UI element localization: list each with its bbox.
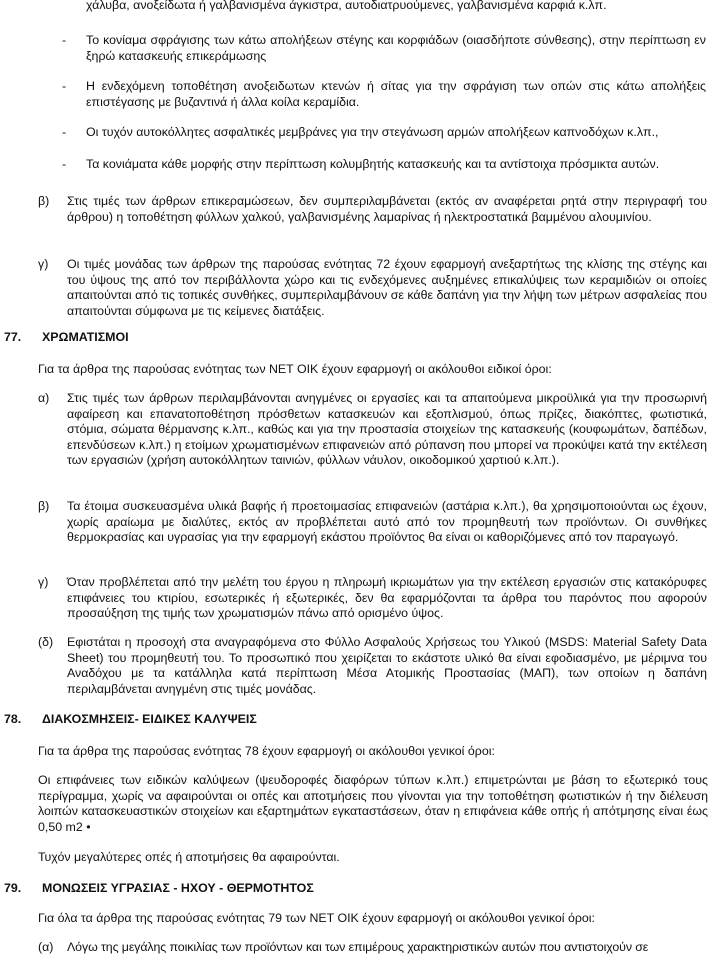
section-intro: Για τα άρθρα της παρούσας ενότητας των ΝΕΤ ΟΙΚ έχουν εφαρμογή οι ακόλουθοι ειδικοί όροι: (38, 362, 552, 376)
section-title: ΧΡΩΜΑΤΙΣΜΟΙ (42, 330, 129, 344)
list-item: Στις τιμές των άρθρων επικεραμώσεων, δεν συμπεριλαμβάνεται (εκτός αν αναφέρεται ρητά στην περιγραφή του άρθρου) η τοποθέτηση φύλλων χαλκού, γαλβανισμένης λαμαρίνας ή ηλεκτροστατικά βαμμένου αλουμινίου. (67, 194, 707, 224)
list-item: Στις τιμές των άρθρων περιλαμβάνονται ανηγμένες οι εργασίες και τα απαιτούμενα μικροϋλικά για την προσωρινή αφαίρεση και επανατοποθέτηση πρόσθετων κατασκευών και εξοπλισμού, όπως πρίζες, διακόπτες, φωτιστικά, στόμια, σώματα θέρμανσης κ.λπ., καθώς και για την προστασία στοιχείων της κατασκευής (κουφωμάτων, δαπέδων, επενδύσεων κ.λπ.) η ετοίμων χρωματισμένων επιφανειών από ρύπανση που μπορεί να προκύψει κατά την εκτέλεση των εργασιών (χρήση αυτοκόλλητων ταινιών, φύλλων νάυλον, οικοδομικού χαρτιού κ.λπ.). (67, 391, 707, 468)
list-item: Τα κονιάματα κάθε μορφής στην περίπτωση κολυμβητής κατασκευής και τα αντίστοιχα πρόσμικτα αυτών. (86, 157, 660, 171)
list-dash: - (62, 157, 67, 171)
section-number: 78. (4, 712, 22, 726)
continuation-text: χάλυβα, ανοξείδωτα ή γαλβανισμένα άγκιστρα, αυτοδιατρυούμενες, γαλβανισμένα καρφιά κ.λπ. (86, 0, 607, 12)
section-number: 79. (4, 881, 22, 895)
item-label: β) (38, 194, 50, 208)
paragraph: Οι επιφάνειες των ειδικών καλύψεων (ψευδοροφές διαφόρων τύπων κ.λπ.) επιμετρώνται με βάση το εξωτερικό τους περίγραμμα, χωρίς να αφαιρούνται οι οπές και αποτμήσεις που γίνονται για την τοποθέτηση φωτιστικών ή την διέλευση λοιπών κατασκευαστικών στοιχείων και εξαρτημάτων εγκαταστάσεων, όταν η επιφάνεια κάθε οπής ή απότμησης είναι έως 0,50 m2 • (38, 773, 708, 834)
item-label: (δ) (38, 635, 54, 649)
item-label: β) (38, 499, 50, 513)
section-intro: Για όλα τα άρθρα της παρούσας ενότητας 79 των ΝΕΤ ΟΙΚ έχουν εφαρμογή οι ακόλουθοι γενικοί όροι: (38, 911, 595, 925)
list-item: Η ενδεχόμενη τοποθέτηση ανοξειδωτων κτενών ή σίτας για την σφράγιση των οπών στις κάτω απολήξεις επιστέγασης με βυζαντινά ή άλλα κοίλα κεραμίδια. (86, 79, 706, 109)
item-label: γ) (38, 575, 49, 589)
section-title: ΔΙΑΚΟΣΜΗΣΕΙΣ- ΕΙΔΙΚΕΣ ΚΑΛΥΨΕΙΣ (42, 712, 257, 726)
list-item: Όταν προβλέπεται από την μελέτη του έργου η πληρωμή ικριωμάτων για την εκτέλεση εργασιών στις κατακόρυφες επιφάνειες του κτιρίου, εσωτερικές ή εξωτερικές, δεν θα εφαρμόζονται τα άρθρα του παρόντος που αφορούν προσαύξηση της τιμής των χρωματισμών πάνω από ορισμένο ύψος. (67, 575, 707, 621)
list-dash: - (62, 79, 67, 93)
list-item: Οι τυχόν αυτοκόλλητες ασφαλτικές μεμβράνες για την στεγάνωση αρμών απολήξεων καπνοδόχων κ.λπ., (86, 125, 659, 139)
list-dash: - (62, 33, 67, 47)
list-item: Λόγω της μεγάλης ποικιλίας των προϊόντων και των επιμέρους χαρακτηριστικών αυτών που αντιστοιχούν σε (67, 940, 649, 954)
section-title: ΜΟΝΩΣΕΙΣ ΥΓΡΑΣΙΑΣ - ΗΧΟΥ - ΘΕΡΜΟΤΗΤΟΣ (42, 881, 314, 895)
section-number: 77. (4, 330, 22, 344)
item-label: γ) (38, 257, 49, 271)
list-item: Το κονίαμα σφράγισης των κάτω απολήξεων στέγης και κορφιάδων (οιασδήποτε σύνθεσης), στην περίπτωση εν ξηρώ κατασκευής επικεράμωσης (86, 33, 706, 63)
paragraph: Τυχόν μεγαλύτερες οπές ή αποτμήσεις θα αφαιρούνται. (38, 850, 340, 864)
list-item: Τα έτοιμα συσκευασμένα υλικά βαφής ή προετοιμασίας επιφανειών (αστάρια κ.λπ.), θα χρησιμοποιούνται ως έχουν, χωρίς αραίωμα με διαλύτες, εκτός αν προβλέπεται αυτό από τον προμηθευτή των προϊόντων. Οι συνθήκες θερμοκρασίας και υγρασίας για την εφαρμογή εκάστου προϊόντος θα είναι οι καθοριζόμενες από τον παραγωγό. (67, 499, 707, 545)
list-item: Εφιστάται η προσοχή στα αναγραφόμενα στο Φύλλο Ασφαλούς Χρήσεως του Υλικού (MSDS: Material Safety Data Sheet) του προμηθευτή του. Το προσωπικό που χειρίζεται το εκάστοτε υλικό θα είναι εφοδιασμένο, με μέριμνα του Αναδόχου με τα κατάλληλα κατά περίπτωση Μέσα Ατομικής Προστασίας (ΜΑΠ), των οποίων η δαπάνη περιλαμβάνεται ανηγμένη στις τιμές μονάδας. (67, 635, 707, 696)
list-dash: - (62, 125, 67, 139)
item-label: (α) (38, 940, 54, 954)
list-item: Οι τιμές μονάδας των άρθρων της παρούσας ενότητας 72 έχουν εφαρμογή ανεξαρτήτως της κλίσης της στέγης και του ύψους της από τον περιβάλλοντα χώρο και τις ενδεχόμενες αυξημένες επικαλύψεις των κεραμιδιών οι οποίες απαιτούνται από τις τοπικές συνθήκες, συμπεριλαμβάνουν σε κάθε δαπάνη για την λήψη των μέτρων ασφαλείας που απαιτούνται σύμφωνα με τις κείμενες διατάξεις. (67, 257, 707, 318)
section-intro: Για τα άρθρα της παρούσας ενότητας 78 έχουν εφαρμογή οι ακόλουθοι γενικοί όροι: (38, 744, 495, 758)
item-label: α) (38, 391, 50, 405)
